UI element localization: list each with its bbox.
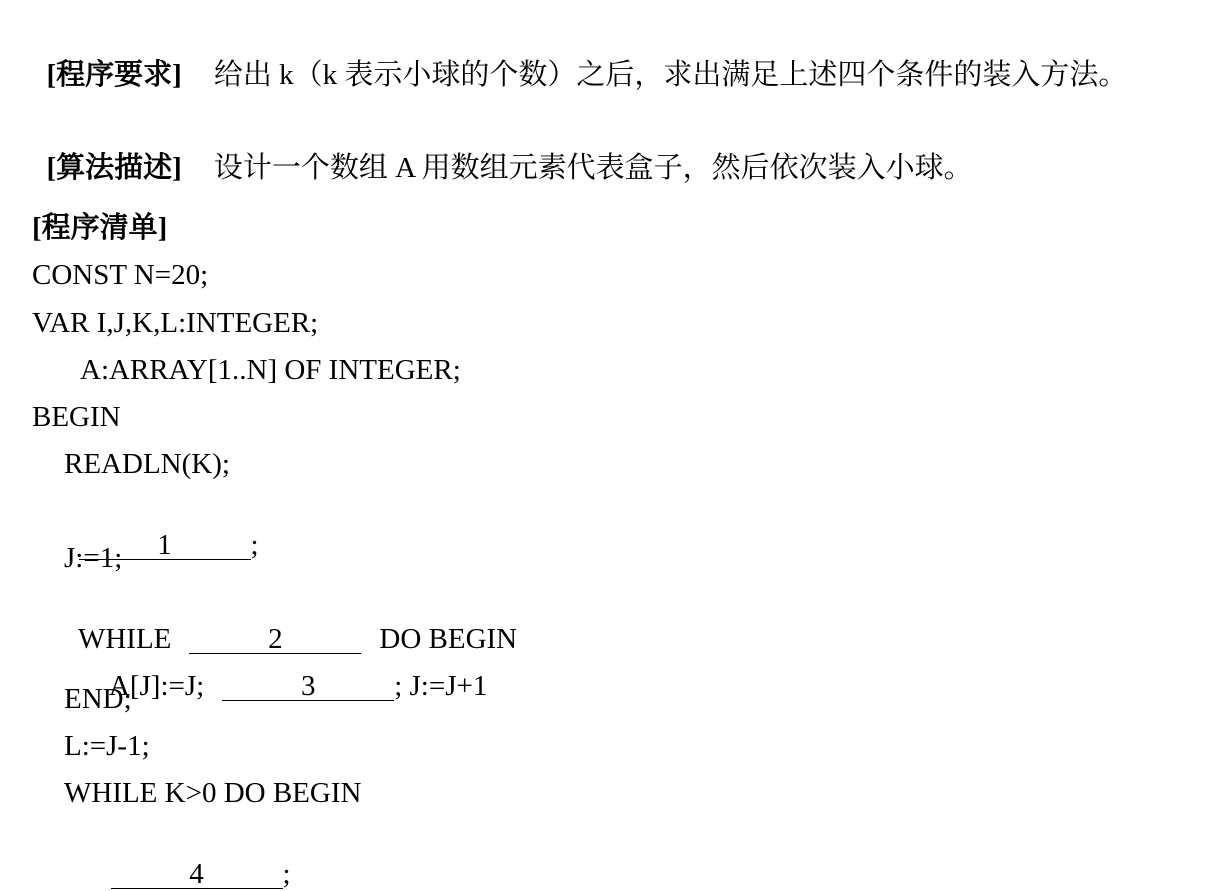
code-line-const: CONST N=20; <box>32 259 209 291</box>
code-line-var: VAR I,J,K,L:INTEGER; <box>32 307 319 339</box>
code-line-blank4 <box>96 823 291 891</box>
listing-label: [程序清单] <box>32 212 168 244</box>
code-line-assign <box>96 635 487 703</box>
fill-blank-2: 2 <box>189 625 361 654</box>
assign-tail: ; J:=J+1 <box>394 670 488 702</box>
algorithm-text: 设计一个数组 A 用数组元素代表盒子，然后依次装入小球。 <box>213 152 973 184</box>
code-line-readln: READLN(K); <box>64 448 230 480</box>
requirement-label: [程序要求] <box>46 59 182 91</box>
blank1-semicolon: ; <box>250 529 259 561</box>
code-line-end: END; <box>64 683 132 715</box>
while1-do-begin: DO BEGIN <box>379 623 518 655</box>
fill-blank-3: 3 <box>222 672 394 701</box>
algorithm-label: [算法描述] <box>46 152 182 184</box>
algorithm-line <box>32 117 973 185</box>
requirement-line <box>32 24 1127 92</box>
code-line-array: A:ARRAY[1..N] OF INTEGER; <box>80 354 461 386</box>
while1-keyword: WHILE <box>77 623 172 655</box>
fill-blank-1: 1 <box>79 531 251 560</box>
code-line-l-assign: L:=J-1; <box>64 730 150 762</box>
blank4-semicolon: ; <box>282 858 291 890</box>
assign-head: A[J]:=J; <box>108 670 205 702</box>
fill-blank-4: 4 <box>111 860 283 889</box>
code-line-while2: WHILE K>0 DO BEGIN <box>64 777 362 809</box>
requirement-text: 给出 k（k 表示小球的个数）之后，求出满足上述四个条件的装入方法。 <box>213 59 1128 91</box>
code-line-begin: BEGIN <box>32 401 121 433</box>
code-line-j-init: J:=1; <box>64 542 123 574</box>
